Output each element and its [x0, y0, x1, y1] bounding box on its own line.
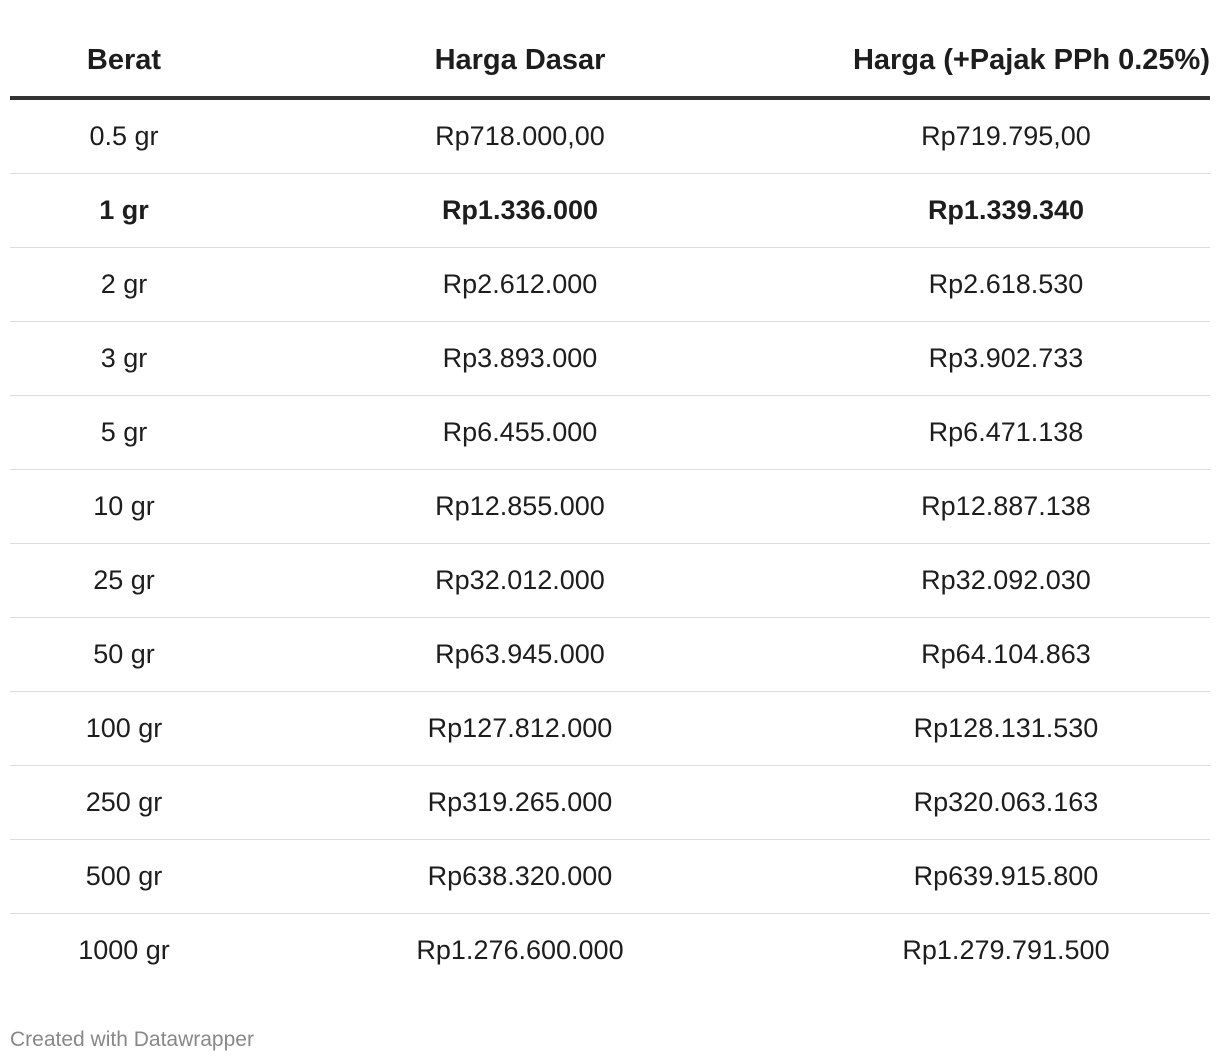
cell-weight: 1 gr — [10, 174, 238, 248]
cell-weight: 3 gr — [10, 322, 238, 396]
cell-weight: 5 gr — [10, 396, 238, 470]
cell-taxed-price: Rp639.915.800 — [802, 840, 1210, 914]
cell-base-price: Rp718.000,00 — [238, 98, 802, 174]
table-header-row — [10, 24, 1210, 98]
cell-base-price: Rp12.855.000 — [238, 470, 802, 544]
datawrapper-credit[interactable]: Created with Datawrapper — [10, 1028, 254, 1051]
cell-taxed-price: Rp6.471.138 — [802, 396, 1210, 470]
cell-taxed-price: Rp32.092.030 — [802, 544, 1210, 618]
table-row — [10, 322, 1210, 396]
cell-taxed-price: Rp64.104.863 — [802, 618, 1210, 692]
cell-weight: 100 gr — [10, 692, 238, 766]
header-base-price[interactable]: Harga Dasar — [238, 24, 802, 98]
cell-taxed-price: Rp320.063.163 — [802, 766, 1210, 840]
cell-base-price: Rp319.265.000 — [238, 766, 802, 840]
gold-price-table — [10, 24, 1210, 987]
table-row — [10, 914, 1210, 988]
header-taxed-price[interactable]: Harga (+Pajak PPh 0.25%) — [802, 24, 1210, 98]
cell-base-price: Rp1.276.600.000 — [416, 935, 624, 965]
table-row — [10, 692, 1210, 766]
cell-taxed-price: Rp128.131.530 — [802, 692, 1210, 766]
cell-base-price: Rp2.612.000 — [238, 248, 802, 322]
cell-base-price: Rp638.320.000 — [238, 840, 802, 914]
cell-base-price: Rp6.455.000 — [238, 396, 802, 470]
cell-weight: 10 gr — [10, 470, 238, 544]
cell-taxed-price: Rp1.339.340 — [802, 174, 1210, 248]
cell-weight: 250 gr — [10, 766, 238, 840]
table-row — [10, 174, 1210, 248]
cell-base-price: Rp32.012.000 — [238, 544, 802, 618]
cell-taxed-price: Rp719.795,00 — [802, 98, 1210, 174]
table-row — [10, 766, 1210, 840]
cell-weight: 1000 gr — [78, 935, 170, 965]
cell-base-price: Rp127.812.000 — [238, 692, 802, 766]
cell-weight: 500 gr — [10, 840, 238, 914]
table-row — [10, 618, 1210, 692]
cell-weight: 2 gr — [10, 248, 238, 322]
table-row — [10, 396, 1210, 470]
header-weight[interactable]: Berat — [10, 24, 238, 98]
cell-base-price: Rp63.945.000 — [238, 618, 802, 692]
table-body — [10, 98, 1210, 987]
cell-weight: 50 gr — [10, 618, 238, 692]
cell-taxed-price: Rp12.887.138 — [802, 470, 1210, 544]
table-row — [10, 840, 1210, 914]
cell-base-price: Rp3.893.000 — [238, 322, 802, 396]
price-table-container — [10, 24, 1210, 987]
cell-base-price: Rp1.336.000 — [238, 174, 802, 248]
cell-taxed-price: Rp2.618.530 — [802, 248, 1210, 322]
table-row — [10, 98, 1210, 174]
cell-weight: 25 gr — [10, 544, 238, 618]
cell-taxed-price: Rp3.902.733 — [802, 322, 1210, 396]
table-row — [10, 544, 1210, 618]
table-row — [10, 248, 1210, 322]
table-row — [10, 470, 1210, 544]
cell-weight: 0.5 gr — [10, 98, 238, 174]
cell-taxed-price: Rp1.279.791.500 — [902, 935, 1110, 965]
